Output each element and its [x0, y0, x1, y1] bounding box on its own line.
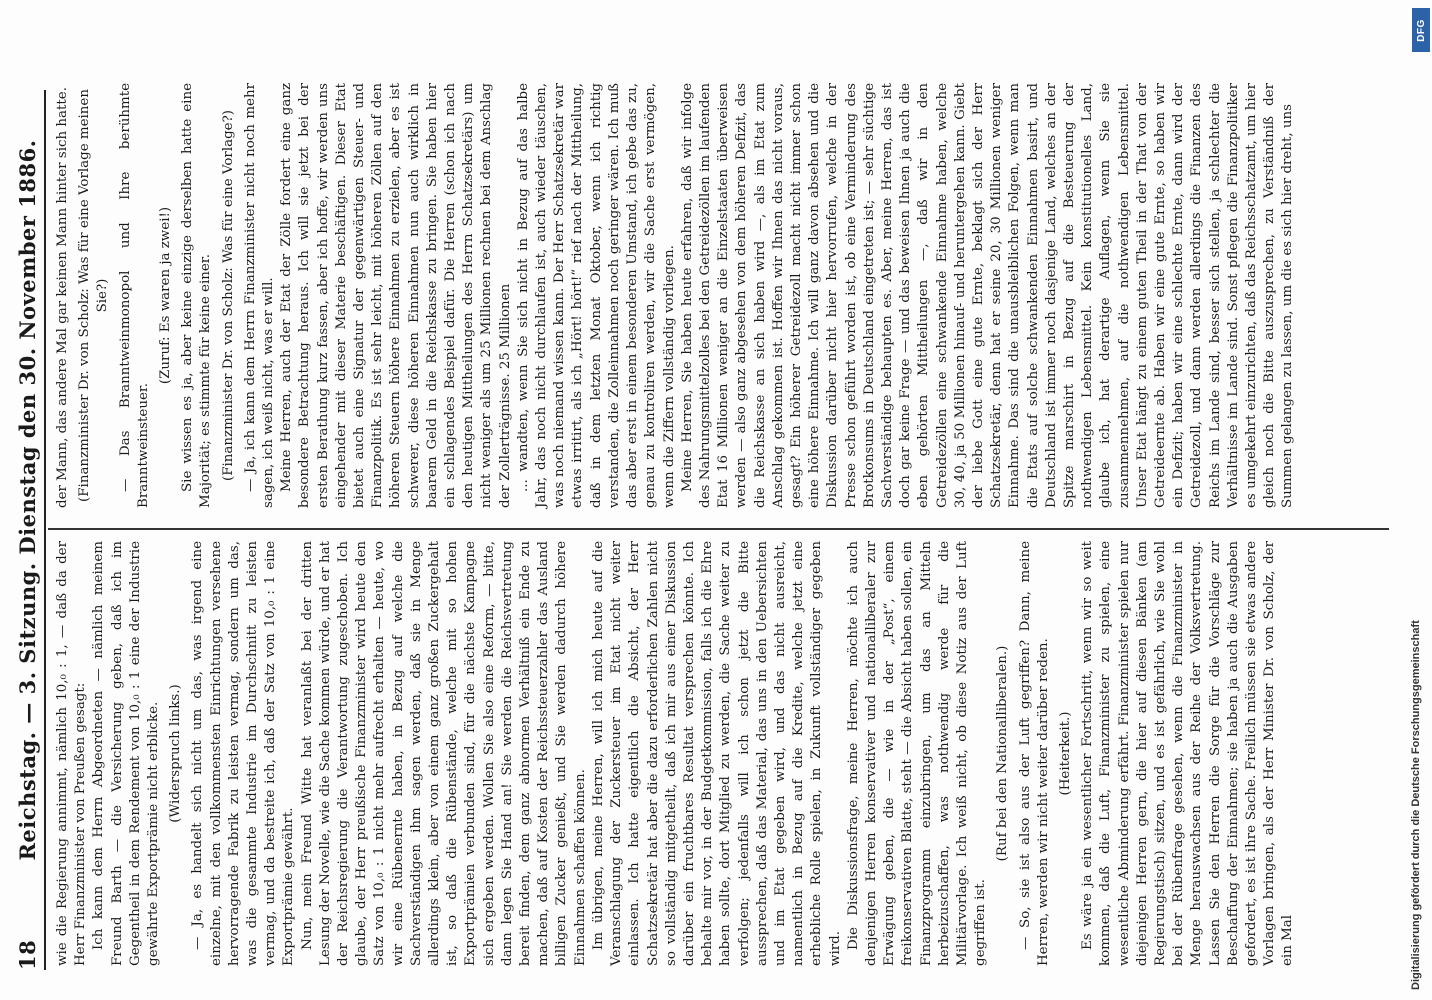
paragraph: der Mann, das andere Mal gar keinen Mann hinter sich hatte. — [55, 87, 70, 508]
paragraph: Ich kann dem Herrn Abgeordneten — nämlich meinem Freund Barth — die Versicherung geben, daß ich im Gegentheil in dem Rendement von 10,₀ : 1 eine der Industrie gewährte Exportprämie nicht erblicke. — [91, 541, 162, 966]
paragraph: ... wandten, wenn Sie sich nicht in Bezug auf das halbe Jahr, das noch nicht durchlaufen ist, auch wieder täuschen, was noch niemand wissen kann. Der Herr Schatzsekretär war etwas irritirt, als ich „Hört! hört!“ rief nach der Mittheilung, daß in dem letzten Monat Oktober, wenn ich richtig verstanden, die Zolleinnahmen noch geringer wären. Ich muß das aber erst in einem besonderen Umstand, ich gebe das zu, genau zu kontroliren werden, wir die Sache erst vermögen, wenn die Ziffern vollständig vorliegen. — [515, 83, 677, 508]
dfg-logo — [1412, 8, 1430, 52]
dfg-badge-text: DFG — [1415, 18, 1427, 42]
rotated-page-content — [0, 60, 1395, 1000]
paragraph: wie die Regierung annimmt, nämlich 10,₀ : 1, — daß da der Herr Finanzminister von Preußen gesagt: — [55, 541, 89, 966]
paragraph: — So, sie ist also aus der Luft gegriffen? Dann, meine Herren, werden wir nicht weiter darüber reden. — [1017, 541, 1051, 966]
paragraph: — Das Branntweinmonopol und Ihre berühmte Branntweinsteuer. — [117, 83, 151, 508]
interjection: (Finanzminister Dr. von Scholz: Was für eine Vorlage meinen Sie?) — [77, 89, 111, 502]
paragraph: — Ja, es handelt sich nicht um das, was irgend eine einzelne, mit den vollkommensten Einrichtungen versehene hervorragende Fabrik zu leisten vermag, sondern um das, was die gesammte Industrie im Durchschnitt zu leisten vermag, und da bestreite ich, daß der Satz von 10,₀ : 1 eine Exportprämie gewährt. — [190, 541, 297, 966]
interjection: (Finanzminister Dr. von Scholz: Was für eine Vorlage?) — [220, 110, 236, 481]
paragraph: Meine Herren, Sie haben heute erfahren, daß wir infolge des Nahrungsmittelzolles bei den Getreidezöllen im laufenden Etat 16 Millionen weniger an die Einzelstaaten überweisen werden — also ganz abgesehen von dem höheren Defizit, das die Reichskasse an sich haben wird —, als im Etat zum Anschlag gekommen ist. Hoffen wir Ihnen das nicht voraus, gesagt? Ein höherer Getreidezoll macht nicht immer schon eine höhere Einnahme. Ich will ganz davon absehen und die Diskussion darüber nicht hier hervorrufen, welche in der Presse schon geführt worden ist, ob eine Verminderung des Brotkonsums in Deutschland eingetreten ist; — sehr süchtige Sachverständige behaupten es. Aber, meine Herren, das ist doch gar keine Frage — und das beweisen Ihnen ja auch die eben gehörten Mittheilungen —, daß wir in den Getreidezöllen eine schwankende Einnahme haben, welche 30, 40, ja 50 Millionen hinauf- und heruntergehen kann. Giebt der liebe Gott eine gute Ernte, beklagt sich der Herr Schatzsekretär, denn hat er seine 20, 30 Millionen weniger Einnahme. Das sind die unausbleiblichen Folgen, wenn man die Etats auf solche schwankenden Einnahmen basirt, und Deutschland ist immer noch dasjenige Land, welches an der Spitze marschirt in Bezug auf die Besteuerung der nothwendigen Lebensmittel. Kein konstitutionelles Land, glaube ich, hat derartige Auflagen, wenn Sie sie zusammennehmen, auf die nothwendigen Lebensmittel. Unser Etat hängt zu einem guten Theil in der That von der Getreideernte ab. Haben wir eine gute Ernte, so haben wir ein Defizit; haben wir eine schlechte Ernte, dann wird der Getreidezoll, und dann werden allerdings die Finanzen des Reichs im Lande sind, besser sich stellen, ja schlechter die Verhältnisse im Lande sind. Sonst pflegen die Finanzpolitiker es umgekehrt einzurichten, daß das Reichsschatzamt, um hier gleich noch die Bitte auszusprechen, zu Verständniß der Summen gelangen zu lassen, um die es sich hier dreht, uns — [679, 83, 1296, 508]
interjection: (Heiterkeit.) — [1057, 711, 1073, 796]
paragraph: Die Diskussionsfrage, meine Herren, möchte ich auch denjenigen Herren konservativer und nationalliberaler zur Erwägung geben, die — wie in der „Post“, einem freikonservativen Blatte, steht — die Absicht haben sollen, ein Finanzprogramm einzubringen, um das an Mitteln herbeizuschaffen, was nothwendig werde für die Militärvorlage. Ich weiß nicht, ob diese Notiz aus der Luft gegriffen ist. — [845, 541, 989, 966]
running-head — [14, 90, 40, 970]
paragraph: — Ja, ich kann dem Herrn Finanzminister nicht noch mehr sagen, ich weiß nicht, was er will. — [242, 83, 277, 508]
paragraph: Nun, mein Freund Witte hat veranlaßt bei der dritten Lesung der Novelle, wie die Sache kommen würde, und er hat der Reichsregierung die Verantwortung zugeschoben. Ich glaube, der Herr preußische Finanzminister wird heute den Satz von 10,₀ : 1 nicht mehr aufrecht erhalten — heute, wo wir eine Rübenernte haben, in Bezug auf welche die Sachverständigen ihm sagen werden, daß sie in Menge allerdings klein, aber von einem ganz großen Zuckergehalt ist, so daß die Rübenstände, welche mit so hohen Exportprämien verbunden sind, für die nächste Kampagne sich ergeben werden. Wollen Sie also eine Reform, — bitte, dann legen Sie Hand an! Sie werden die Reichsvertretung bereit finden, dem ganz abnormen Verhältniß ein Ende zu machen, daß auf Kosten der Reichssteuerzahler das Ausland billigen Zucker genießt, und Sie werden dadurch höhere Einnahmen schaffen können. — [299, 541, 588, 966]
right-column — [54, 83, 1298, 508]
digitization-notice: Digitalisierung gefördert durch die Deutsche Forschungsgemeinschaft — [1410, 620, 1422, 990]
paragraph: Im übrigen, meine Herren, will ich mich heute auf die Veranschlagung der Zuckersteuer im Etat nicht weiter einlassen. Ich hatte eigentlich die Absicht, der Herr Schatzsekretär hat aber die dazu erforderlichen Zahlen nicht so vollständig mitgetheilt, daß ich mir aus einer Diskussion darüber ein fruchtbares Resultat versprechen könnte. Ich behalte mir vor, in der Budgetkommission, falls ich die Ehre haben sollte, dort Mitglied zu werden, die Sache weiter zu verfolgen; jedenfalls will ich schon jetzt die Bitte aussprechen, daß das Material, das uns in den Uebersichten und im Etat gegeben wird, und das nicht ausreicht, namentlich in Bezug auf die Kredite, welche jetzt eine erhebliche Rolle spielen, in Zukunft vollständiger gegeben wird. — [590, 541, 843, 966]
left-column — [54, 541, 1298, 966]
interjection: (Zuruf: Es waren ja zwei!) — [158, 206, 174, 385]
column-divider — [48, 529, 1389, 531]
header-rule — [44, 90, 46, 970]
paragraph: Meine Herren, auch der Etat der Zölle fordert eine ganz besondere Betrachtung heraus. Ich will sie jetzt bei der ersten Berathung kurz fassen, aber ich hoffe, wir werden uns eingehender mit dieser Materie beschäftigen. Dieser Etat bietet auch eine Signatur der gegenwärtigen Steuer- und Finanzpolitik. Es ist sehr leicht, mit höheren Zöllen auf den höheren Steuern höhere Einnahmen zu erzielen, aber es ist schwerer, diese höheren Einnahmen nun auch wirklich in baarem Geld in die Reichskasse zu bringen. Sie haben hier ein schlagendes Beispiel dafür. Die Herren (schon ich nach den heutigen Mittheilungen des Herrn Schatzsekretärs) um nicht weniger als um 25 Millionen rechnen bei dem Anschlag der Zollerträgnisse. 25 Millionen — [279, 83, 513, 508]
paragraph: Sie wissen es ja, aber keine einzige derselben hatte eine Majorität; es stimmte für keine einer. — [180, 83, 214, 508]
interjection: (Ruf bei den Nationalliberalen.) — [995, 645, 1011, 862]
paragraph: Es wäre ja ein wesentlicher Fortschritt, wenn wir so weit kommen, daß die Luft, Finanzminister zu spielen, eine wesentliche Abminderung erfährt. Finanzminister spielen nur diejenigen Herren gern, die hier auf diesen Bänken (am Regierungstisch) sitzen, und es ist gefährlich, wie Sie wohl bei der Rübenfrage gesehen, wenn die Finanzminister in Menge herauswachsen aus der Reihe der Volksvertretung. Lassen Sie den Herren die Sorge für die Vorschläge zur Beschaffung der Einnahmen; sie haben ja auch die Ausgaben gefordert, es ist ihre Sache. Freilich müssen sie etwas andere Vorlagen bringen, als der Herr Minister Dr. von Scholz, der ein Mal — [1080, 541, 1296, 966]
page-number: 18 — [14, 939, 40, 970]
running-title: Reichstag. — 3. Sitzung. Dienstag den 30. November 1886. — [14, 139, 40, 861]
interjection: (Widerspruch links.) — [168, 684, 184, 823]
digitization-strip — [1406, 0, 1432, 1000]
